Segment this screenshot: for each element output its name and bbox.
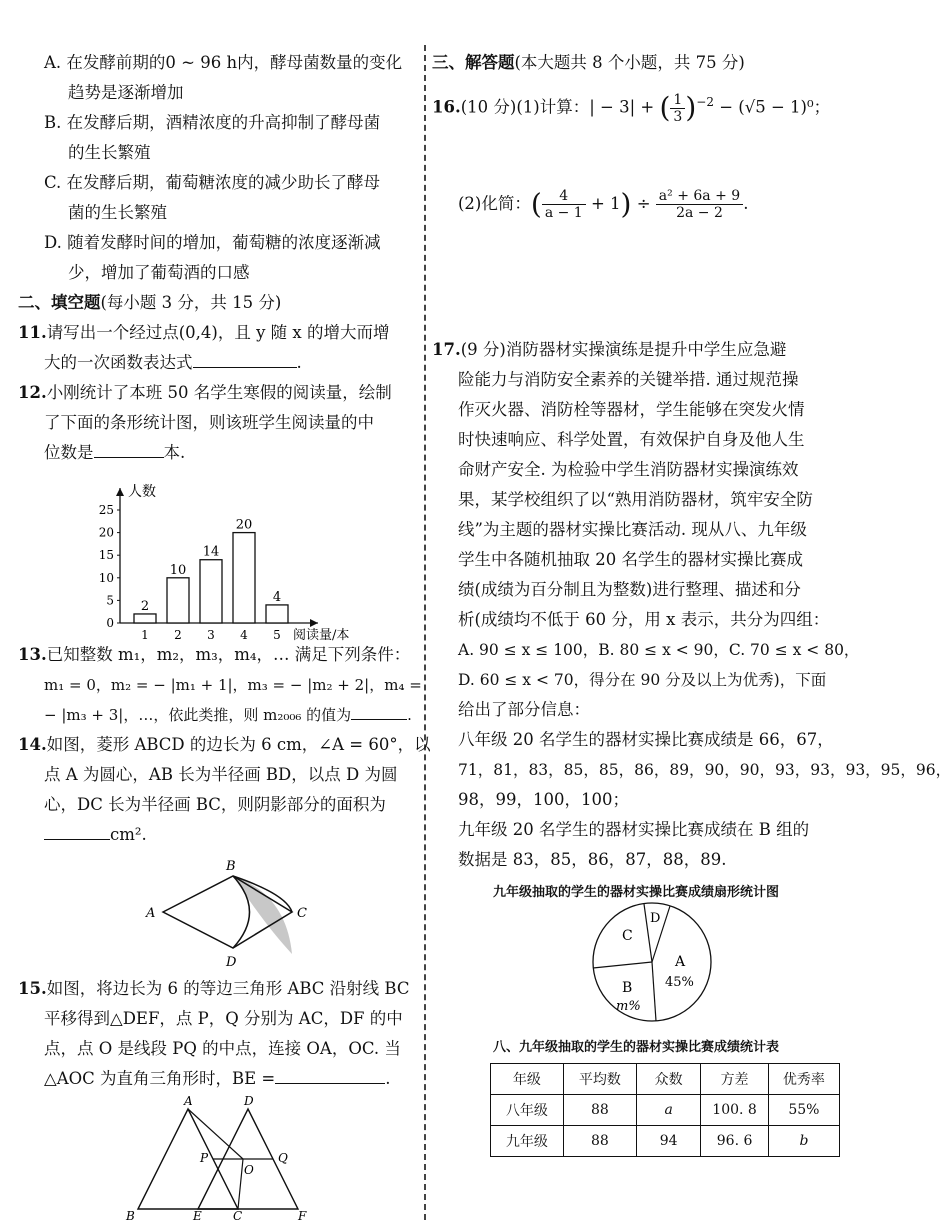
- q17-number: 17.: [432, 339, 461, 359]
- label-p: P: [200, 1151, 209, 1165]
- q17-data-line: 98，99，100，100；: [458, 789, 629, 809]
- q17: [432, 335, 951, 875]
- label-c: C: [233, 1209, 243, 1223]
- table-cell: 88: [563, 1094, 636, 1125]
- q17-line: 析(成绩均不低于 60 分，用 x 表示，共分为四组：: [458, 609, 830, 629]
- q16-fraction-quadratic: $\frac{\text{a² + 6a + 9}}{2a - 2}$: [656, 188, 743, 221]
- label-o: O: [244, 1163, 254, 1177]
- q10-option-d-cont: 少，增加了葡萄酒的口感: [68, 263, 250, 282]
- q15-end: .: [385, 1069, 391, 1088]
- section-2-title: 二、填空题: [18, 293, 101, 312]
- x-category-label: 4: [240, 628, 248, 642]
- q12-end: 本.: [163, 443, 186, 462]
- x-axis-arrow: [310, 619, 318, 627]
- bar-chart-ylabel: 人数: [128, 484, 156, 500]
- q13-line1: 已知整数 m₁，m₂，m₃，m₄，… 满足下列条件：: [46, 645, 411, 664]
- q17-data-line: 九年级 20 名学生的器材实操比赛成绩在 B 组的: [458, 819, 810, 839]
- bar-value-label: 2: [140, 598, 150, 614]
- q13-line3: − |m₃ + 3|，…，依此类推，则 m₂₀₀₆ 的值为: [44, 706, 352, 724]
- q14-cont: [18, 820, 416, 850]
- q16-number: 16.: [432, 97, 461, 117]
- q16-exponent: −2: [696, 95, 714, 109]
- q10-option-c: C. 在发酵后期，葡萄糖浓度的减少助长了酵母: [44, 173, 381, 192]
- table-cell: 94: [636, 1125, 700, 1156]
- pie-label-d: D: [650, 910, 661, 926]
- rhombus-figure: [18, 850, 416, 974]
- q10-option-c-cont: 菌的生长繁殖: [68, 203, 167, 222]
- bar: [233, 533, 255, 623]
- triangle-figure: [18, 1094, 416, 1222]
- q15-cont: [18, 1064, 416, 1094]
- label-d: D: [244, 1094, 254, 1108]
- table-cell: 九年级: [491, 1125, 564, 1156]
- q13-answer-blank[interactable]: [351, 701, 407, 720]
- q14-line3: 心，DC 长为半径画 BC，则阴影部分的面积为: [44, 795, 386, 814]
- q12-line1: 小刚统计了本班 50 名学生寒假的阅读量，绘制: [46, 383, 392, 402]
- q11-cont: [18, 348, 416, 378]
- q12-number: 12.: [18, 383, 47, 402]
- q17-line: 给出了部分信息：: [458, 699, 590, 719]
- section-3-note: (本大题共 8 个小题，共 75 分): [514, 53, 745, 72]
- bar: [134, 614, 156, 623]
- q17-line: D. 60 ≤ x < 70，得分在 90 分及以上为优秀)，下面: [458, 670, 827, 689]
- bar: [200, 560, 222, 623]
- q16-part2-label: (2)化简：: [458, 194, 531, 213]
- label-d: D: [226, 955, 237, 970]
- table-header-row: [491, 1063, 840, 1094]
- pie-label-b-pct: m%: [616, 998, 641, 1014]
- q14-number: 14.: [18, 735, 47, 754]
- table-header: 年级: [491, 1063, 564, 1094]
- table-cell: 八年级: [491, 1094, 564, 1125]
- q12-line2: 了下面的条形统计图，则该班学生阅读量的中: [44, 413, 374, 432]
- pie-label-b: B: [622, 979, 633, 996]
- q16-part1-text: (10 分)(1)计算：| − 3| +: [460, 97, 655, 117]
- section-3-title: 三、解答题: [432, 53, 515, 72]
- q11-answer-blank[interactable]: [193, 349, 297, 368]
- q13-cont: [18, 700, 416, 730]
- q17-line: 线”为主题的器材实操比赛活动. 现从八、九年级: [458, 519, 807, 539]
- table-cell: 96. 6: [701, 1125, 769, 1156]
- table-caption: 八、九年级抽取的学生的器材实操比赛成绩统计表: [492, 1039, 779, 1055]
- q15-line1: 如图，将边长为 6 的等边三角形 ABC 沿射线 BC: [46, 979, 410, 998]
- table-row: [491, 1125, 840, 1156]
- q17-line: 绩(成绩为百分制且为整数)进行整理、描述和分: [458, 579, 801, 599]
- pie-divider-b-c: [593, 962, 652, 968]
- x-category-label: 2: [174, 628, 182, 642]
- q16-fraction-4: $\frac{4}{a - 1}$: [542, 188, 586, 221]
- q12-line3: 位数是: [44, 443, 94, 462]
- q13-number: 13.: [18, 645, 47, 664]
- pie-chart: [432, 900, 840, 1032]
- bar-chart-y-ticks: [99, 503, 120, 630]
- q17-line: 命财产安全. 为检验中学生消防器材实操演练效: [458, 459, 799, 479]
- x-category-label: 5: [273, 628, 281, 642]
- table-cell: 100. 8: [701, 1094, 769, 1125]
- q14-line2: 点 A 为圆心，AB 长为半径画 BD，以点 D 为圆: [44, 765, 398, 784]
- bar-chart-bars: [134, 518, 288, 623]
- q15-line2: 平移得到△DEF，点 P，Q 分别为 AC，DF 的中: [44, 1009, 403, 1028]
- bar: [266, 605, 288, 623]
- section-2-note: (每小题 3 分，共 15 分): [100, 293, 282, 312]
- y-tick-label: 0: [106, 616, 114, 630]
- q14-end: cm².: [110, 825, 147, 844]
- q10-option-d: D. 随着发酵时间的增加，葡萄糖的浓度逐渐减: [44, 233, 381, 252]
- pie-label-a: A: [675, 953, 686, 970]
- table-header: 众数: [636, 1063, 700, 1094]
- y-tick-label: 20: [98, 525, 114, 540]
- bar-value-label: 20: [235, 517, 253, 533]
- pie-caption: 九年级抽取的学生的器材实操比赛成绩扇形统计图: [492, 884, 779, 900]
- label-b: B: [226, 859, 236, 874]
- column-divider: [424, 45, 426, 1220]
- q16-plus-one: + 1: [590, 194, 621, 213]
- table-header: 平均数: [563, 1063, 636, 1094]
- q14: [18, 730, 431, 760]
- q17-data-line: 八年级 20 名学生的器材实操比赛成绩是 66，67，: [458, 729, 834, 749]
- y-axis-arrow: [116, 488, 124, 496]
- table-cell: 55%: [768, 1094, 839, 1125]
- q10-option-b: B. 在发酵后期，酒精浓度的升高抑制了酵母菌: [44, 113, 381, 132]
- q16-fraction-1-3: $\frac{1}{3}$: [670, 92, 685, 125]
- q17-line: (9 分)消防器材实操演练是提升中学生应急避: [460, 339, 787, 359]
- q12-answer-blank[interactable]: [94, 439, 164, 458]
- x-category-label: 1: [141, 628, 149, 642]
- y-tick-label: 25: [98, 503, 114, 517]
- q13-end: .: [407, 706, 412, 724]
- q15: [18, 974, 416, 1004]
- q14-answer-blank[interactable]: [44, 821, 110, 840]
- q11-line2: 大的一次函数表达式: [44, 353, 193, 372]
- q16-divide: ÷: [636, 194, 651, 213]
- q13: [18, 640, 416, 670]
- x-category-label: 3: [207, 628, 215, 642]
- label-q: Q: [278, 1151, 288, 1165]
- q13-line2: m₁ = 0，m₂ = − |m₁ + 1|，m₃ = − |m₂ + 2|，m₄ =: [44, 676, 422, 694]
- q15-line4: △AOC 为直角三角形时，BE =: [44, 1069, 276, 1088]
- table-header: 方差: [701, 1063, 769, 1094]
- q11-number: 11.: [18, 323, 47, 342]
- left-column: [18, 48, 431, 1223]
- q17-data-line: 数据是 83，85，86，87，88，89.: [458, 849, 727, 869]
- score-table: [490, 1063, 840, 1157]
- q11-end: .: [296, 353, 302, 372]
- q17-line: 时快速响应、科学处置，有效保护自身及他人生: [458, 429, 805, 449]
- q10-option-a-cont: 趋势是逐渐增加: [68, 83, 184, 102]
- q12-cont: [18, 438, 416, 468]
- bar-value-label: 4: [272, 589, 282, 605]
- q17-line: 学生中各随机抽取 20 名学生的器材实操比赛成: [458, 549, 803, 569]
- q17-line: 险能力与消防安全素养的关键举措. 通过规范操: [458, 369, 799, 389]
- bar-value-label: 14: [202, 544, 220, 560]
- q17-data-line: 71，81，83，85，85，86，89，90，90，93，93，93，95，96，: [458, 760, 951, 779]
- bar-chart-xlabel: 阅读量/本: [293, 628, 350, 643]
- q14-line1: 如图，菱形 ABCD 的边长为 6 cm，∠A = 60°，以: [46, 735, 431, 754]
- table-cell: a: [636, 1094, 700, 1125]
- table-cell: b: [768, 1125, 839, 1156]
- q11: [18, 318, 416, 348]
- label-a: A: [146, 906, 156, 921]
- y-tick-label: 10: [98, 570, 114, 585]
- label-b: B: [126, 1209, 135, 1223]
- q11-line1: 请写出一个经过点(0,4)，且 y 随 x 的增大而增: [46, 323, 390, 342]
- section-2-heading: [18, 288, 416, 318]
- section-3-heading: [432, 48, 840, 78]
- q17-line: 作灭火器、消防栓等器材，学生能够在突发火情: [458, 399, 805, 419]
- right-column: [432, 48, 951, 1157]
- q16-part1-end: − (√5 − 1)⁰；: [719, 97, 831, 117]
- segment-oc: [238, 1159, 243, 1209]
- q17-line: A. 90 ≤ x ≤ 100，B. 80 ≤ x < 90，C. 70 ≤ x < 80，: [458, 640, 860, 659]
- table-header: 优秀率: [768, 1063, 839, 1094]
- pie-label-a-pct: 45%: [665, 974, 694, 990]
- q16-part1: 16.(10 分)(1)计算：| − 3| + ( $\frac{1}{3}$ )$^{-2}$ − (√5 − 1)⁰；: [432, 91, 831, 125]
- q15-answer-blank[interactable]: [275, 1065, 385, 1084]
- q15-line3: 点，点 O 是线段 PQ 的中点，连接 OA，OC. 当: [44, 1039, 401, 1058]
- label-c: C: [297, 906, 307, 921]
- label-e: E: [193, 1209, 202, 1223]
- q12: [18, 378, 416, 408]
- q15-number: 15.: [18, 979, 47, 998]
- table-cell: 88: [563, 1125, 636, 1156]
- q10-option-a: A. 在发酵前期的0 ~ 96 h内，酵母菌数量的变化: [44, 53, 403, 72]
- bar: [167, 578, 189, 623]
- y-tick-label: 15: [98, 548, 114, 563]
- label-a: A: [184, 1094, 193, 1108]
- q16-part2: (2)化简：( $\frac{4}{a - 1}$ + 1) ÷ $\frac{\text{a² + 6a + 9}}{2a - 2}$ .: [458, 187, 749, 221]
- q10-option-b-cont: 的生长繁殖: [68, 143, 151, 162]
- table-row: [491, 1094, 840, 1125]
- pie-divider-a-b: [652, 962, 656, 1021]
- y-tick-label: 5: [106, 593, 114, 608]
- pie-label-c: C: [622, 927, 633, 944]
- label-f: F: [298, 1209, 307, 1223]
- bar-value-label: 10: [169, 562, 187, 578]
- bar-chart: [80, 468, 410, 643]
- q17-line: 果，某学校组织了以“熟用消防器材，筑牢安全防: [458, 489, 813, 509]
